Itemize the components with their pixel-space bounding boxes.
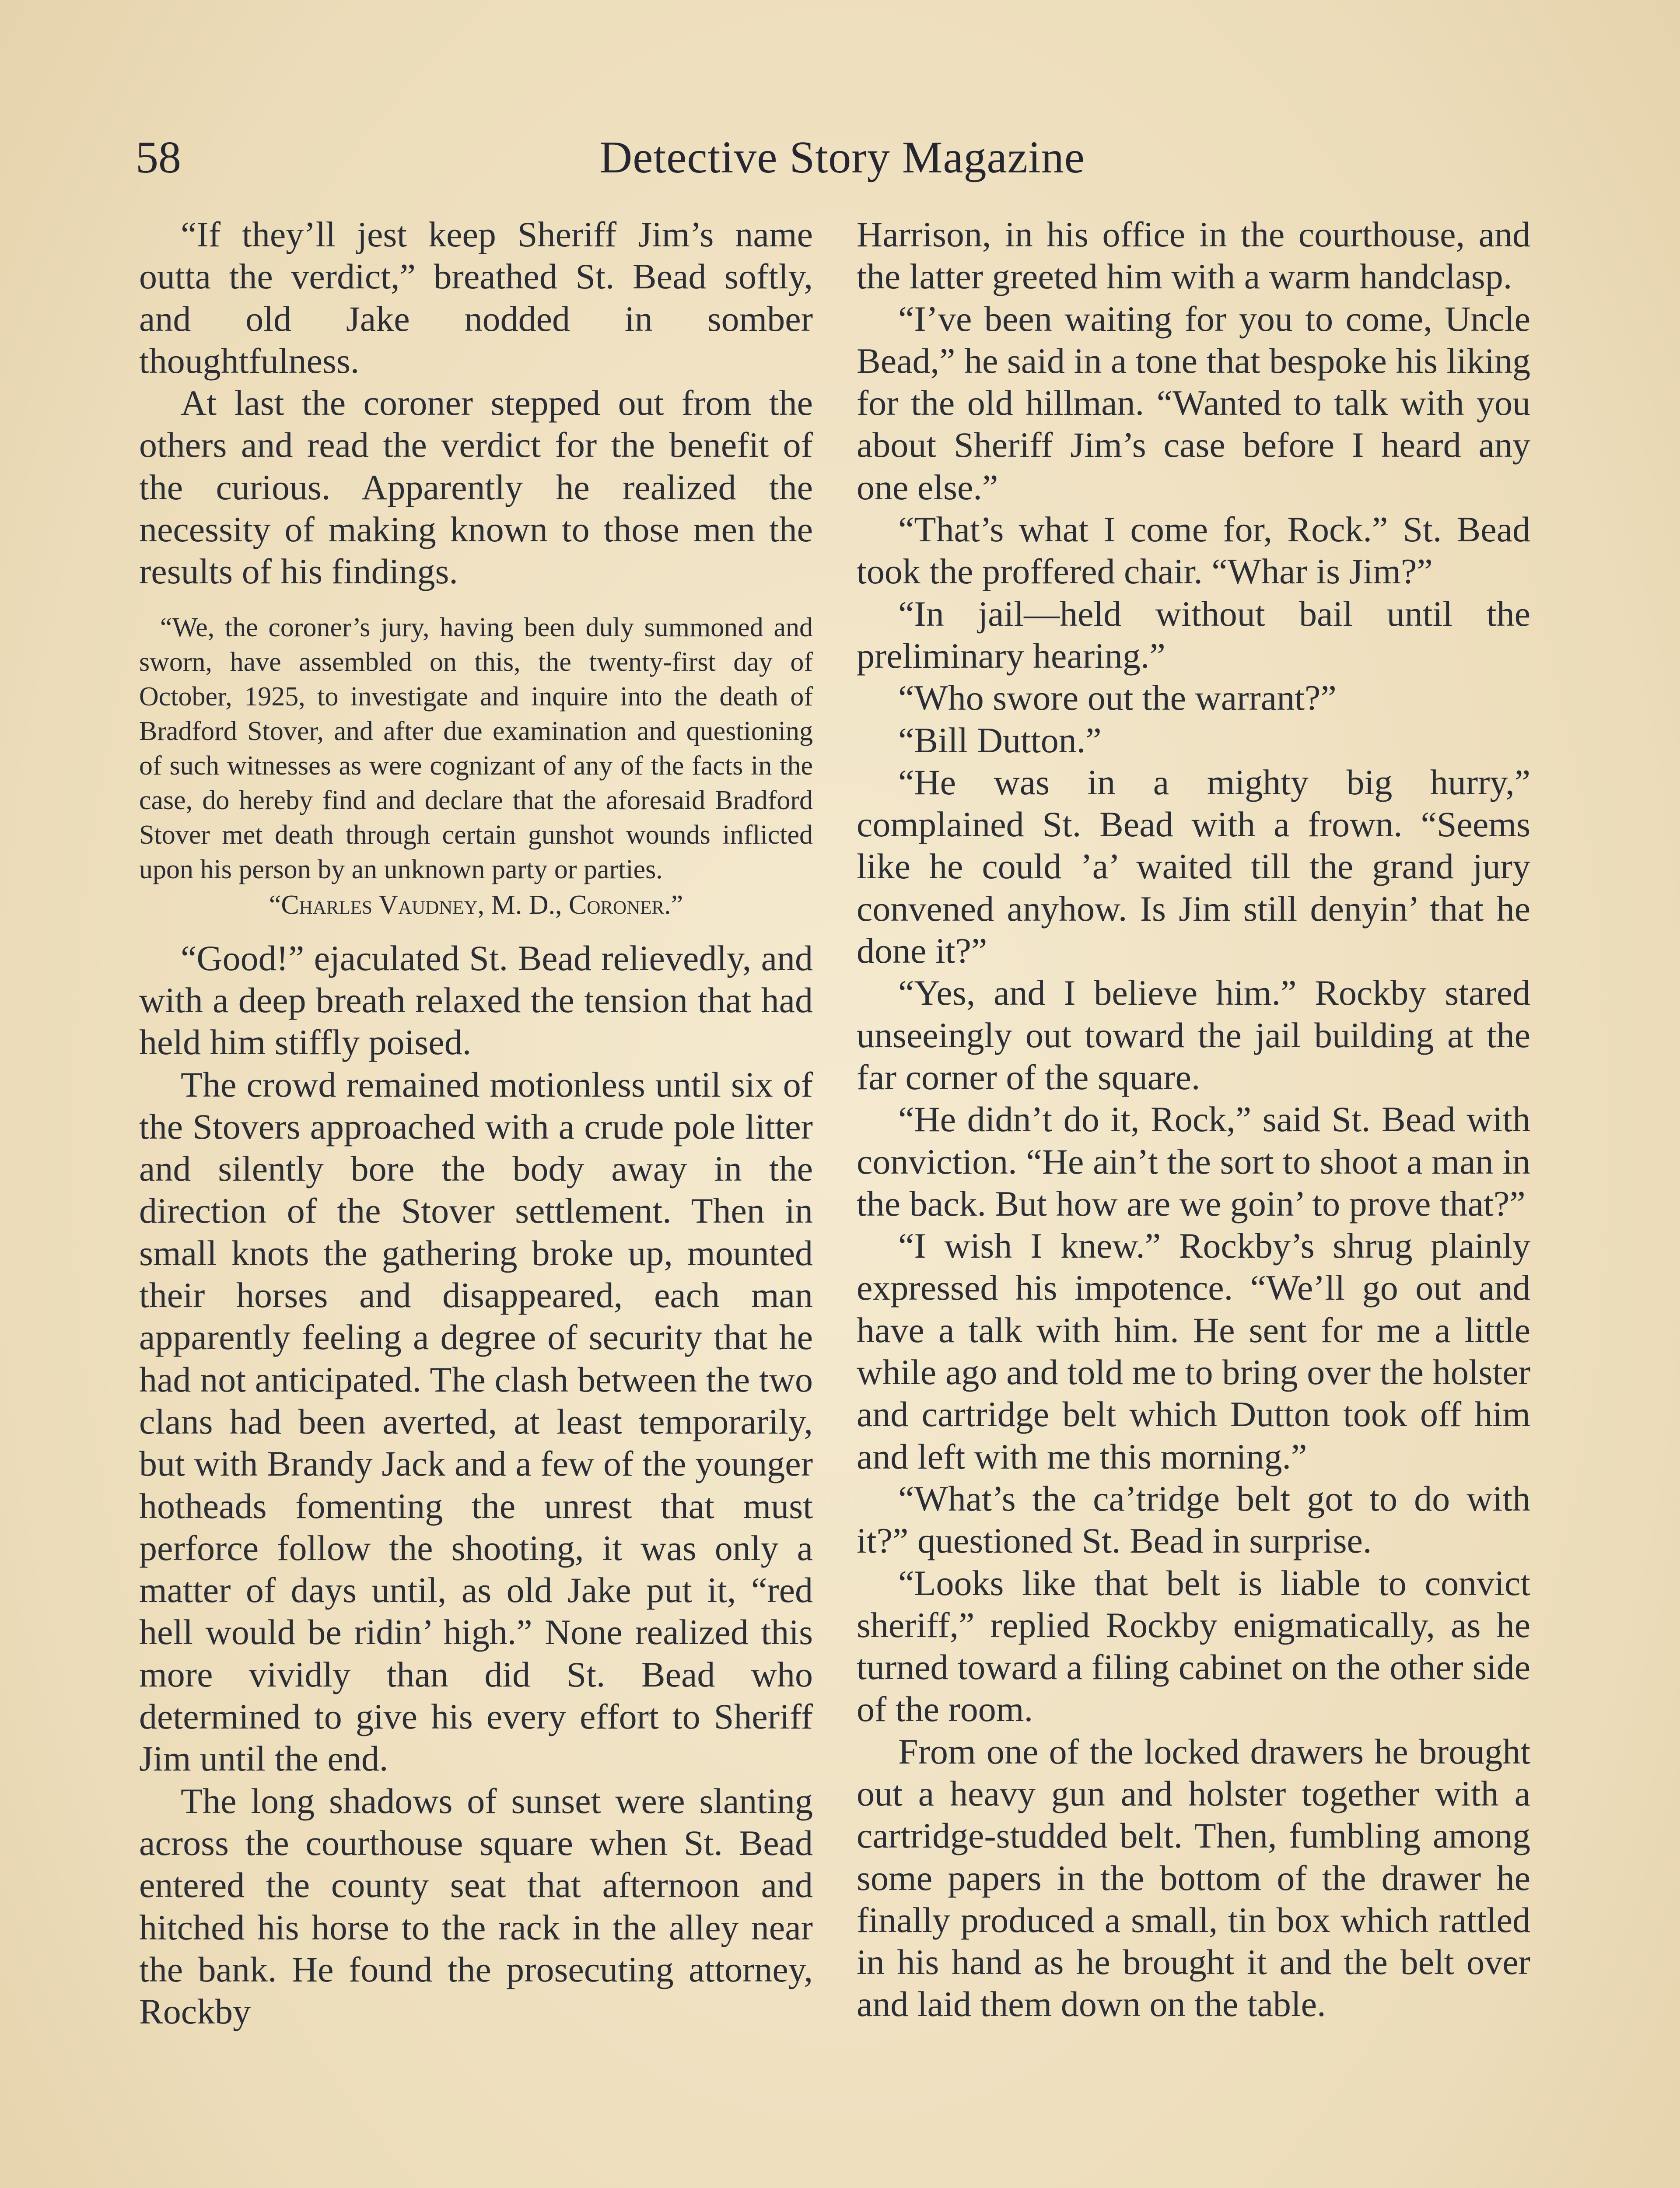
left-column bbox=[139, 214, 813, 2188]
paragraph: “Good!” ejaculated St. Bead relievedly, and with a deep breath relaxed the tension that had held him stiffly poised. bbox=[139, 938, 813, 1062]
right-column bbox=[857, 214, 1530, 2188]
paragraph: “Looks like that belt is liable to convict sheriff,” replied Rockby enigmatically, as he turned toward a filing cabinet on the other side of the room. bbox=[857, 1563, 1530, 1729]
paragraph: “Who swore out the warrant?” bbox=[898, 678, 1337, 718]
paragraph: “Yes, and I believe him.” Rockby stared unseeingly out toward the jail building at the far corner of the square. bbox=[857, 973, 1530, 1097]
paragraph: At last the coroner stepped out from the others and read the verdict for the benefit of the curious. Apparently he realized the necessity of making known to those men the results of his findings. bbox=[139, 383, 813, 592]
paragraph: “That’s what I come for, Rock.” St. Bead took the proffered chair. “Whar is Jim?” bbox=[857, 509, 1530, 592]
paragraph: “What’s the ca’tridge belt got to do with it?” questioned St. Bead in surprise. bbox=[857, 1478, 1530, 1561]
paragraph: “I’ve been waiting for you to come, Uncle Bead,” he said in a tone that bespoke his liking for the old hillman. “Wanted to talk with you about Sheriff Jim’s case before I heard any one else.” bbox=[857, 298, 1530, 507]
page-header bbox=[136, 127, 1549, 197]
verdict-signature: “Charles Vaudney, M. D., Coroner.” bbox=[269, 890, 683, 920]
paragraph: “I wish I knew.” Rockby’s shrug plainly expressed his impotence. “We’ll go out and have a talk with him. He sent for me a little while ago and told me to bring over the holster and cartridge belt which Dutton took off him and left with me this morning.” bbox=[857, 1226, 1530, 1476]
paragraph: “In jail—held without bail until the preliminary hearing.” bbox=[857, 593, 1530, 676]
page-number: 58 bbox=[136, 132, 181, 182]
paragraph: Harrison, in his office in the courthouse, and the latter greeted him with a warm handclasp. bbox=[857, 214, 1530, 297]
running-title: Detective Story Magazine bbox=[599, 132, 1085, 182]
paragraph: From one of the locked drawers he brought out a heavy gun and holster together with a cartridge-studded belt. Then, fumbling among some papers in the bottom of the drawer he finally produced a small, tin box which rattled in his hand as he brought it and the belt over and laid them down on the table. bbox=[857, 1731, 1530, 2024]
paragraph: “If they’ll jest keep Sheriff Jim’s name outta the verdict,” breathed St. Bead softly, and old Jake nodded in somber thoughtfulness. bbox=[139, 214, 813, 381]
paragraph: “He was in a mighty big hurry,” complained St. Bead with a frown. “Seems like he could ’a’ waited till the grand jury convened anyhow. Is Jim still denyin’ that he done it?” bbox=[857, 762, 1530, 971]
verdict-text: “We, the coroner’s jury, having been duly summoned and sworn, have assembled on this, the twenty-first day of October, 1925, to investigate and inquire into the death of Bradford Stover, and after due examination and questioning of such witnesses as were cognizant of any of the facts in the case, do hereby find and declare that the aforesaid Bradford Stover met death through certain gunshot wounds inflicted upon his person by an unknown party or parties. bbox=[139, 612, 813, 884]
paragraph: “He didn’t do it, Rock,” said St. Bead with conviction. “He ain’t the sort to shoot a man in the back. But how are we goin’ to prove that?” bbox=[857, 1099, 1530, 1224]
paragraph: The long shadows of sunset were slanting across the courthouse square when St. Bead entered the county seat that afternoon and hitched his horse to the rack in the alley near the bank. He found the prosecuting attorney, Rockby bbox=[139, 1781, 813, 2032]
coroner-verdict bbox=[139, 610, 813, 922]
paragraph: “Bill Dutton.” bbox=[898, 720, 1102, 760]
paragraph: The crowd remained motionless until six of the Stovers approached with a crude pole litter and silently bore the body away in the direction of the Stover settlement. Then in small knots the gathering broke up, mounted their horses and disappeared, each man apparently feeling a degree of security that he had not anticipated. The clash between the two clans had been averted, at least temporarily, but with Brandy Jack and a few of the younger hotheads fomenting the unrest that must perforce follow the shooting, it was only a matter of days until, as old Jake put it, “red hell would be ridin’ high.” None realized this more vividly than did St. Bead who determined to give his every effort to Sheriff Jim until the end. bbox=[139, 1064, 813, 1779]
